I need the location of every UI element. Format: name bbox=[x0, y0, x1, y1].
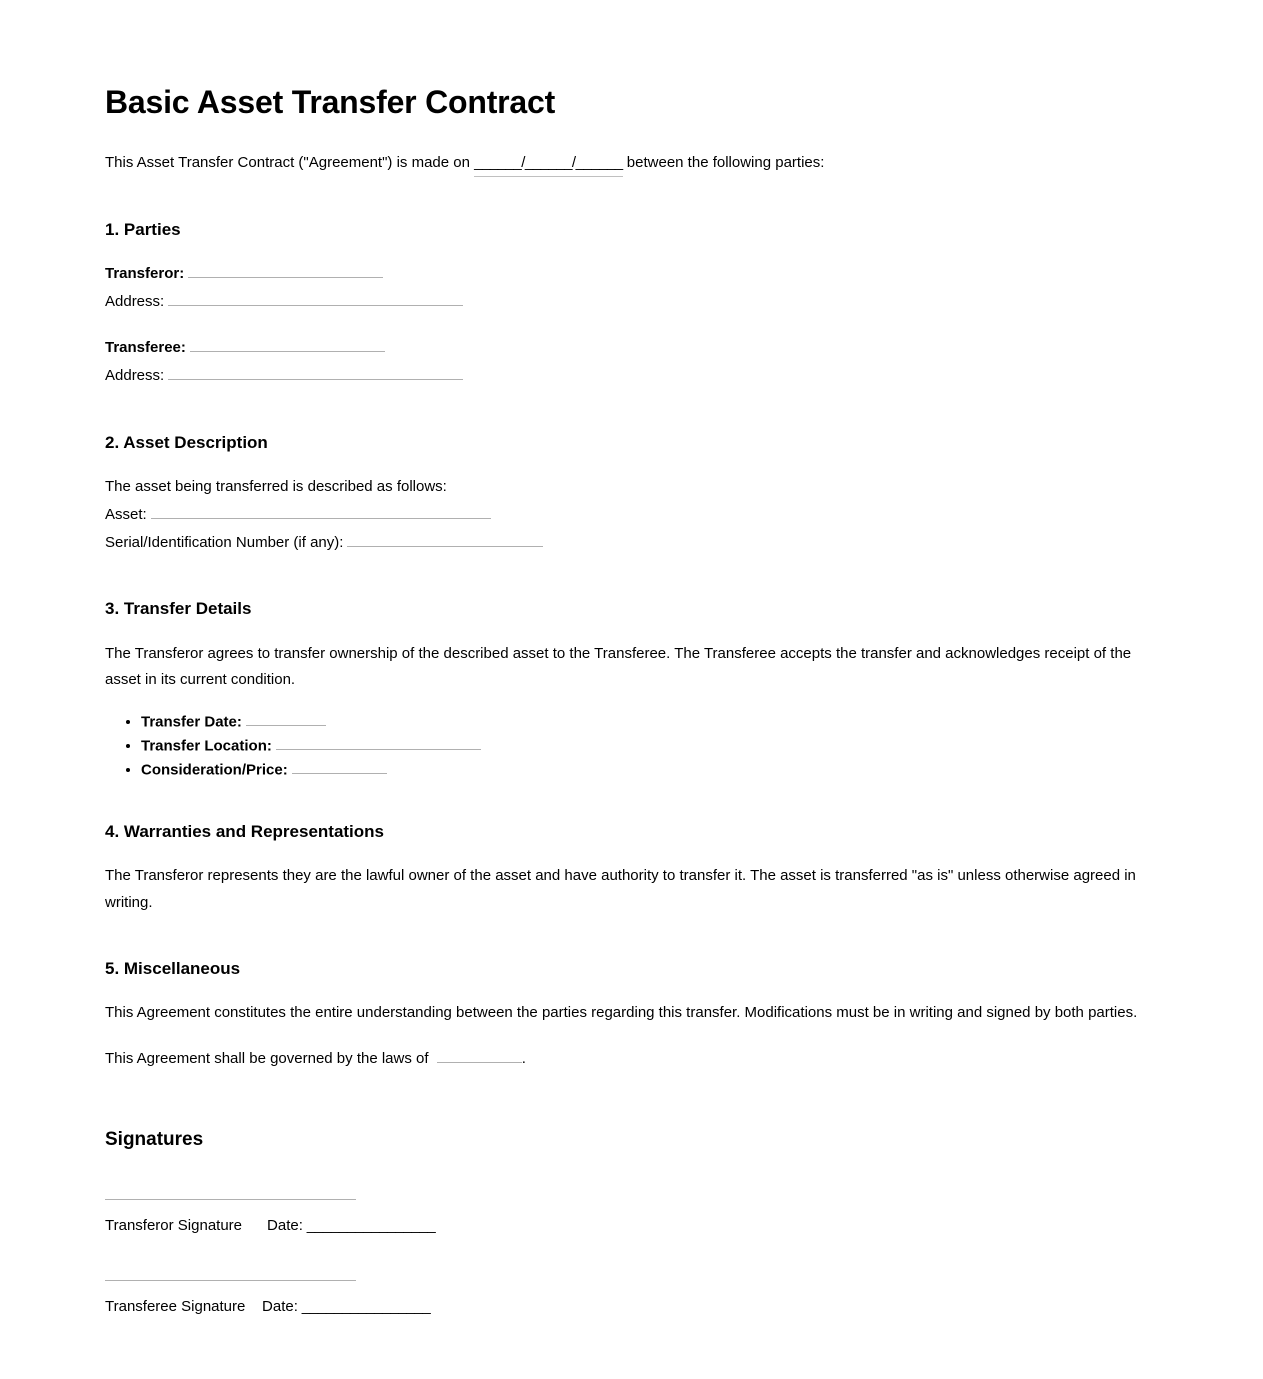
transferor-date-blank[interactable]: ________________ bbox=[302, 1217, 436, 1235]
transferee-address-label: Address: bbox=[105, 367, 165, 385]
transfer-date-label: Transfer Date: bbox=[141, 713, 242, 731]
section-heading-transfer-details: 3. Transfer Details bbox=[105, 599, 252, 619]
transferee-signature-line[interactable] bbox=[105, 1280, 356, 1281]
transferor-signature-label: Transferor Signature bbox=[105, 1217, 243, 1235]
transferee-date-blank[interactable]: ________________ bbox=[297, 1298, 431, 1316]
serial-number-field bbox=[105, 530, 1158, 556]
asset-label: Asset: bbox=[105, 505, 147, 523]
transfer-details-list bbox=[105, 711, 1158, 779]
transferor-name-blank[interactable] bbox=[188, 262, 383, 277]
warranties-paragraph: The Transferor represents they are the lawful owner of the asset and have authority to transfer it. The asset is transferred "as is" unless otherwise agreed in writing. bbox=[105, 867, 1136, 911]
asset-blank[interactable] bbox=[151, 504, 491, 519]
list-item bbox=[141, 735, 1158, 756]
transferor-signature-row bbox=[105, 1214, 1158, 1238]
transferor-field bbox=[105, 261, 1158, 287]
section-heading-miscellaneous: 5. Miscellaneous bbox=[105, 958, 241, 978]
section-heading-warranties: 4. Warranties and Representations bbox=[105, 822, 385, 842]
intro-paragraph bbox=[105, 150, 1158, 177]
transferor-label: Transferor: bbox=[105, 264, 185, 282]
transferee-signature-block bbox=[105, 1280, 1158, 1319]
governing-law-paragraph bbox=[105, 1046, 1158, 1072]
governing-law-blank[interactable] bbox=[437, 1048, 522, 1063]
section-heading-asset-description: 2. Asset Description bbox=[105, 432, 268, 452]
transferee-address-blank[interactable] bbox=[168, 365, 463, 380]
governing-law-text-before: This Agreement shall be governed by the laws of bbox=[105, 1050, 433, 1068]
transferee-label: Transferee: bbox=[105, 339, 186, 357]
miscellaneous-paragraph: This Agreement constitutes the entire understanding between the parties regarding this transfer. Modifications must be in writing and signed by both parties. bbox=[105, 1003, 1138, 1021]
intro-text-after: between the following parties: bbox=[622, 154, 825, 171]
transferee-field bbox=[105, 335, 1158, 361]
transfer-date-blank[interactable] bbox=[246, 711, 326, 726]
transferee-signature-row bbox=[105, 1295, 1158, 1319]
asset-description-intro: The asset being transferred is described as follows: bbox=[105, 477, 447, 495]
transferor-date-label: Date: bbox=[267, 1217, 303, 1235]
transferor-signature-block bbox=[105, 1199, 1158, 1238]
transfer-location-blank[interactable] bbox=[276, 735, 481, 750]
transferee-name-blank[interactable] bbox=[190, 337, 385, 352]
section-heading-parties: 1. Parties bbox=[105, 219, 181, 239]
transferor-address-label: Address: bbox=[105, 292, 165, 310]
consideration-price-label: Consideration/Price: bbox=[141, 760, 288, 778]
governing-law-text-after: . bbox=[521, 1050, 526, 1068]
page-title: Basic Asset Transfer Contract bbox=[105, 84, 556, 120]
transferor-address-field bbox=[105, 289, 1158, 315]
serial-number-blank[interactable] bbox=[347, 532, 543, 547]
transferee-address-field bbox=[105, 363, 1158, 389]
transfer-details-paragraph: The Transferor agrees to transfer ownership of the described asset to the Transferee. The Transferee accepts the transfer and acknowledges receipt of the asset in its current condition. bbox=[105, 644, 1132, 688]
transferee-signature-label: Transferee Signature bbox=[105, 1298, 246, 1316]
consideration-price-blank[interactable] bbox=[292, 759, 387, 774]
intro-text-before: This Asset Transfer Contract ("Agreement") is made on bbox=[105, 154, 475, 171]
transferor-address-blank[interactable] bbox=[168, 291, 463, 306]
transfer-location-label: Transfer Location: bbox=[141, 737, 272, 755]
serial-number-label: Serial/Identification Number (if any): bbox=[105, 534, 344, 552]
list-item bbox=[141, 711, 1158, 732]
transferee-date-label: Date: bbox=[262, 1298, 298, 1316]
transferor-signature-line[interactable] bbox=[105, 1199, 356, 1200]
agreement-date-blank[interactable]: ______/______/______ bbox=[474, 150, 623, 177]
list-item bbox=[141, 759, 1158, 780]
asset-field bbox=[105, 502, 1158, 528]
section-heading-signatures: Signatures bbox=[105, 1129, 204, 1151]
